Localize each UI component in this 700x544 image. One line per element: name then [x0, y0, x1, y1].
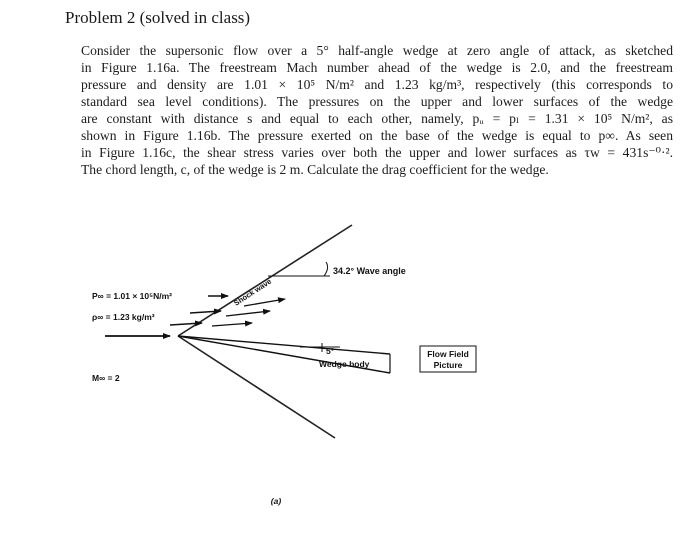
deflected-flow-arrow	[244, 299, 285, 306]
wave-angle-label: 34.2° Wave angle	[333, 266, 406, 276]
deflected-flow-arrow	[212, 323, 252, 326]
freestream-mach-label: M∞ = 2	[92, 373, 120, 383]
paragraph-line: in Figure 1.16c, the shear stress varies over both the upper and lower surfaces as τw = 431s⁻⁰·².	[81, 145, 673, 160]
paragraph-line: standard sea level conditions). The pressures on the upper and lower surfaces of the wedge	[81, 94, 673, 109]
deflected-flow-arrow	[226, 311, 270, 316]
paragraph-line: in Figure 1.16a. The freestream Mach number ahead of the wedge is 2.0, and the freestream	[81, 60, 673, 75]
figure-caption: (a)	[270, 496, 282, 506]
wedge-body-label: Wedge body	[319, 359, 370, 369]
problem-title: Problem 2 (solved in class)	[65, 8, 251, 27]
paragraph-line: shown in Figure 1.16b. The pressure exerted on the base of the wedge is equal to p∞. As seen	[81, 128, 673, 143]
freestream-pressure-label: P∞ = 1.01 × 10⁵N/m²	[92, 291, 172, 301]
paragraph-line: Consider the supersonic flow over a 5° half-angle wedge at zero angle of attack, as sketched	[81, 43, 673, 58]
half-angle-label: 5°	[326, 346, 335, 356]
paragraph-line: pressure and density are 1.01 × 10⁵ N/m² and 1.23 kg/m³, respectively (this corresponds to	[81, 77, 673, 92]
flow-field-box-line: Picture	[433, 360, 463, 370]
freestream-arrow	[190, 311, 221, 313]
shock-wave-label: Shock wave	[232, 276, 274, 308]
wedge-upper-surface	[178, 336, 390, 354]
paragraph-line: are constant with distance s and equal to each other, namely, pᵤ = pₗ = 1.31 × 10⁵ N/m², as	[81, 111, 673, 126]
freestream-density-label: ρ∞ = 1.23 kg/m³	[92, 312, 155, 322]
lower-shock-line	[178, 336, 335, 438]
flow-field-box-line: Flow Field	[427, 349, 469, 359]
wave-angle-arc	[324, 262, 328, 276]
paragraph-line: The chord length, c, of the wedge is 2 m. Calculate the drag coefficient for the wedge.	[81, 162, 549, 177]
